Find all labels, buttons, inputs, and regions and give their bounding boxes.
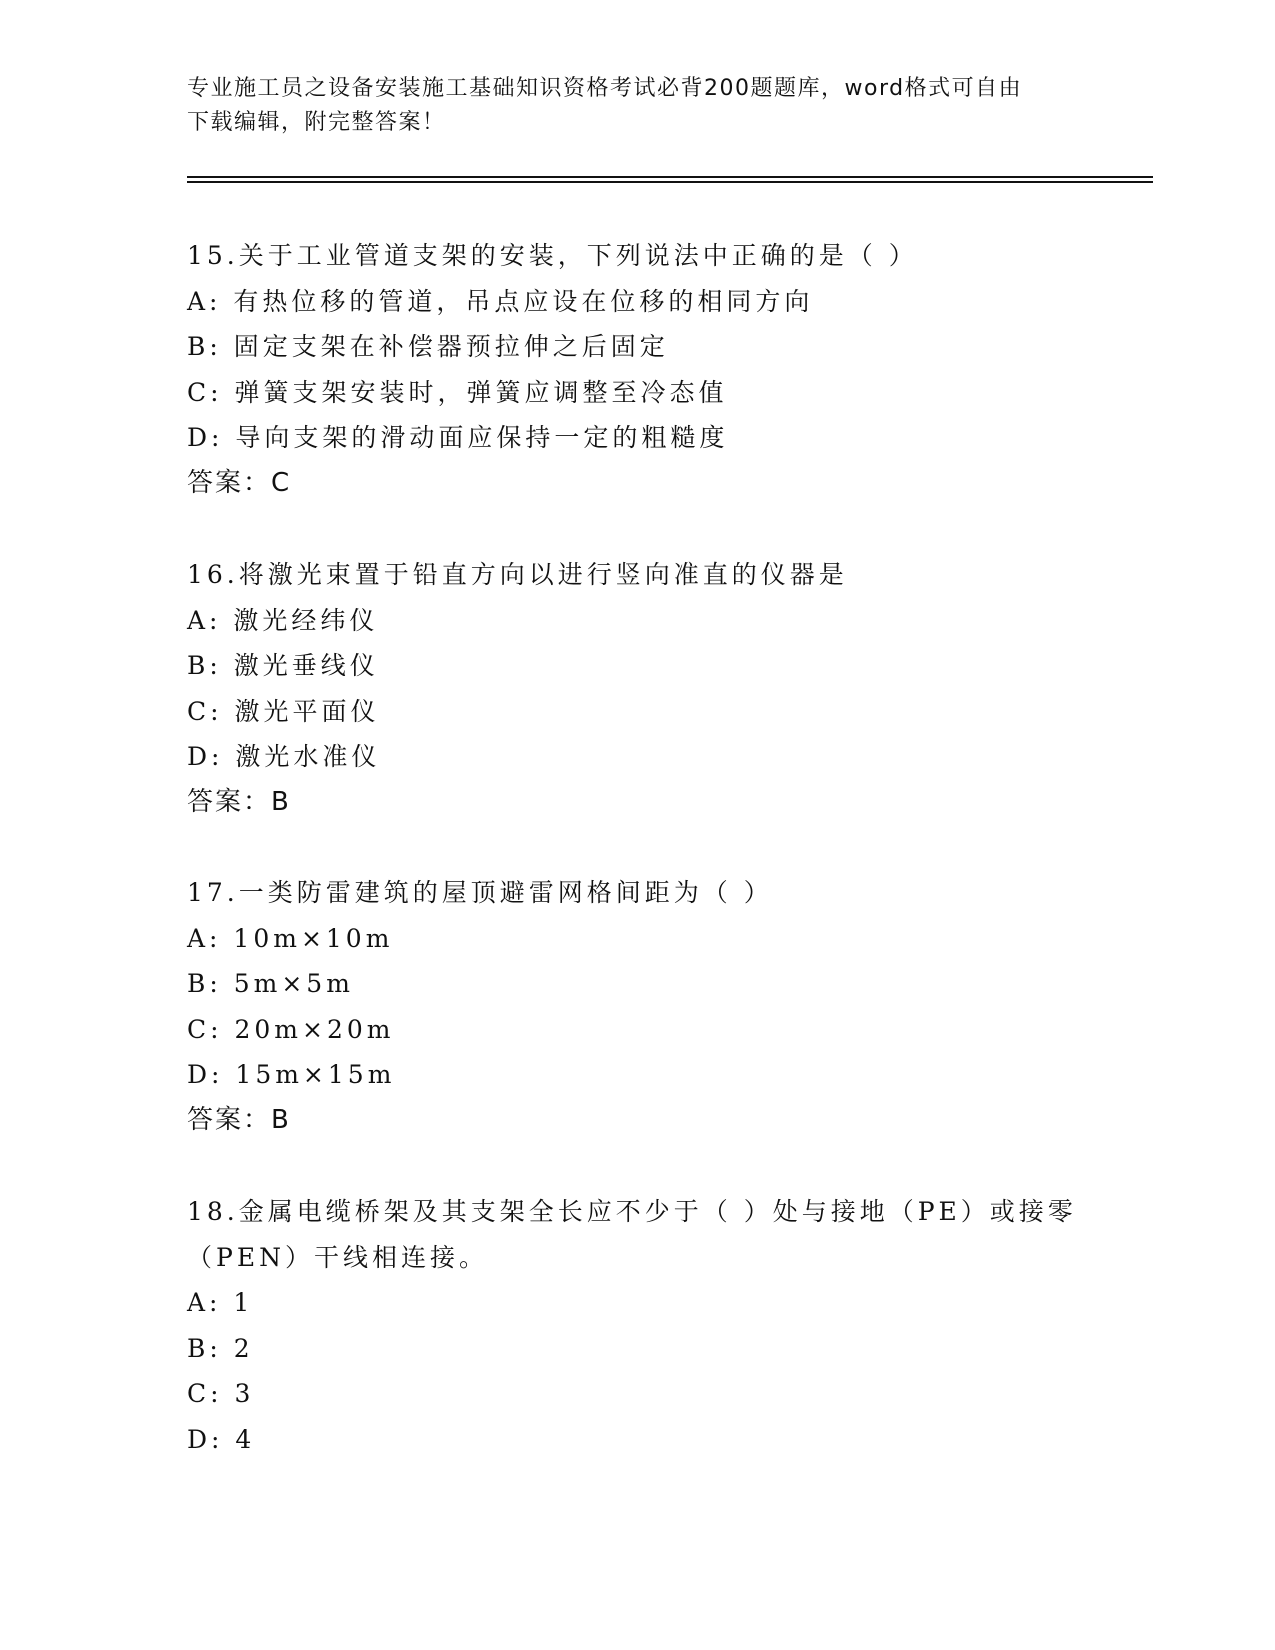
option-a: A: 激光经纬仪: [187, 605, 379, 635]
option-c: C: 3: [187, 1379, 255, 1409]
question-stem: 17.一类防雷建筑的屋顶避雷网格间距为（ ）: [187, 878, 773, 907]
question-18: [187, 1189, 1087, 1463]
answer: 答案：B: [187, 786, 291, 817]
header-divider-bottom: [187, 181, 1153, 183]
answer: 答案：C: [187, 467, 292, 498]
question-stem: 15.关于工业管道支架的安装，下列说法中正确的是（ ）: [187, 241, 918, 270]
option-a: A: 10m×10m: [187, 923, 394, 953]
option-b: B: 激光垂线仪: [187, 651, 379, 681]
option-d: D: 4: [187, 1424, 256, 1454]
question-stem-line-1: 18.金属电缆桥架及其支架全长应不少于（ ）处与接地（PE）或接零: [187, 1197, 1077, 1226]
option-b: B: 5m×5m: [187, 969, 354, 999]
option-d: D: 15m×15m: [187, 1060, 396, 1090]
document-header: [187, 72, 1087, 140]
option-c: C: 激光平面仪: [187, 696, 380, 726]
option-b: B: 2: [187, 1333, 254, 1363]
question-stem: 16.将激光束置于铅直方向以进行竖向准直的仪器是: [187, 560, 848, 589]
question-15: [187, 233, 1087, 507]
answer: 答案：B: [187, 1104, 291, 1135]
option-a: A: 1: [187, 1288, 254, 1318]
option-d: D: 导向支架的滑动面应保持一定的粗糙度: [187, 423, 729, 453]
header-divider-top: [187, 176, 1153, 178]
option-a: A: 有热位移的管道，吊点应设在位移的相同方向: [187, 286, 814, 316]
option-c: C: 20m×20m: [187, 1014, 395, 1044]
question-stem-line-2: （PEN）干线相连接。: [187, 1242, 488, 1272]
question-17: [187, 870, 1087, 1144]
question-16: [187, 552, 1087, 826]
option-d: D: 激光水准仪: [187, 742, 381, 772]
header-line-2: 下载编辑，附完整答案！: [187, 110, 446, 135]
option-b: B: 固定支架在补偿器预拉伸之后固定: [187, 332, 669, 362]
header-line-1: 专业施工员之设备安装施工基础知识资格考试必背200题题库，word格式可自由: [187, 76, 1023, 101]
option-c: C: 弹簧支架安装时，弹簧应调整至冷态值: [187, 377, 728, 407]
